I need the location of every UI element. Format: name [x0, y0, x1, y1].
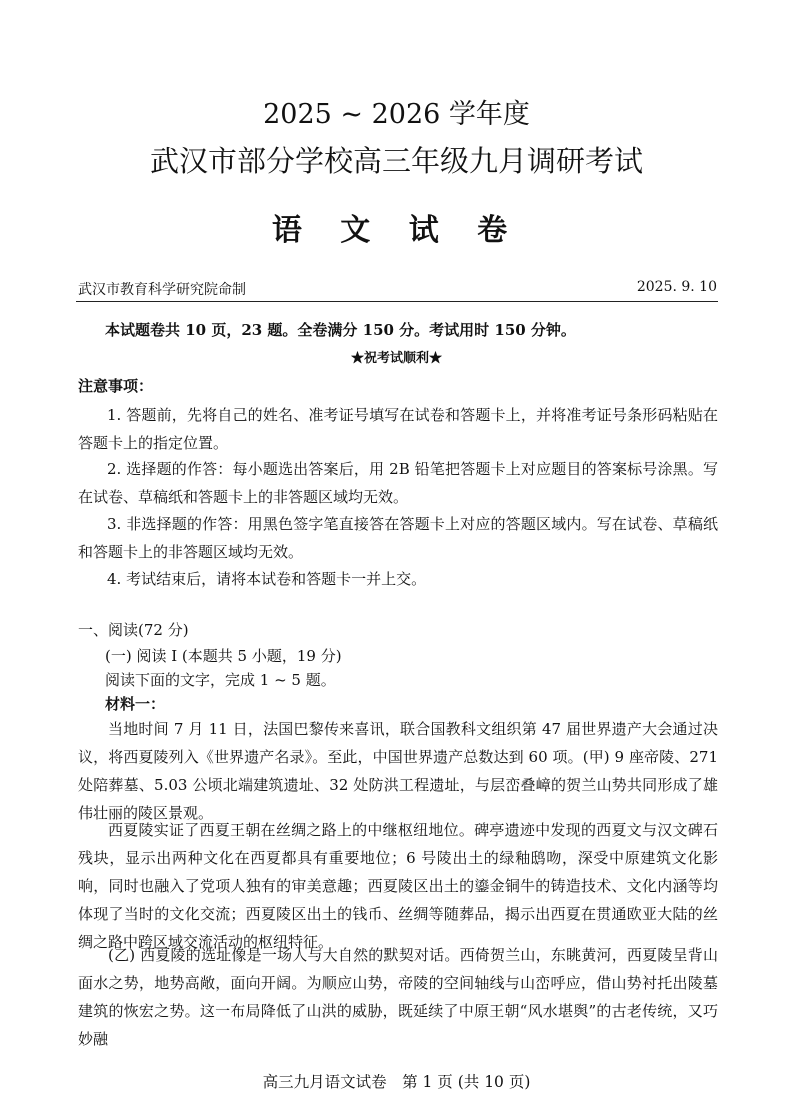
exam-date: 2025. 9. 10	[636, 279, 717, 295]
section-instruction: 阅读下面的文字，完成 1 ~ 5 题。	[105, 671, 336, 689]
note-item-4: 4. 考试结束后，请将本试卷和答题卡一并上交。	[107, 570, 427, 588]
note-item-3: 3. 非选择题的作答：用黑色签字笔直接答在答题卡上对应的答题区域内。写在试卷、草稿纸和答题卡上的非答题区域均无效。	[78, 515, 718, 561]
issuer-label: 武汉市教育科学研究院命制	[78, 282, 246, 298]
exam-summary: 本试题卷共 10 页，23 题。全卷满分 150 分。考试用时 150 分钟。	[105, 321, 576, 339]
blessing-line: ★祝考试顺利★	[350, 351, 442, 366]
note-item-1: 1. 答题前，先将自己的姓名、准考证号填写在试卷和答题卡上，并将准考证号条形码粘贴在答题卡上的指定位置。	[78, 406, 718, 452]
page-footer: 高三九月语文试卷 第 1 页 (共 10 页)	[262, 1073, 531, 1091]
exam-title: 武汉市部分学校高三年级九月调研考试	[149, 144, 643, 178]
section-subheading: (一) 阅读 Ⅰ (本题共 5 小题，19 分)	[105, 647, 342, 665]
material-paragraph-3: (乙) 西夏陵的选址像是一场人与大自然的默契对话。西倚贺兰山，东眺黄河，西夏陵呈背山面水之势，地势高敞，面向开阔。为顺应山势，帝陵的空间轴线与山峦呼应，借山势衬托出陵墓建筑的恢宏之势。这一布局降低了山洪的威胁，既延续了中原王朝“风水堪舆”的古老传统，又巧妙融	[78, 946, 718, 1048]
school-year-title: 2025 ~ 2026 学年度	[263, 99, 530, 130]
section-heading: 一、阅读(72 分)	[78, 621, 189, 639]
material-label: 材料一：	[105, 695, 166, 713]
material-paragraph-2: 西夏陵实证了西夏王朝在丝绸之路上的中继枢纽地位。碑亭遗迹中发现的西夏文与汉文碑石残块，显示出两种文化在西夏都具有重要地位；6 号陵出土的绿釉鸱吻，深受中原建筑文化影响，同时也融入了党项人独有的审美意趣；西夏陵区出土的鎏金铜牛的铸造技术、文化内涵等均体现了当时的文化交流；西夏陵区出土的钱币、丝绸等随葬品，揭示出西夏在贯通欧亚大陆的丝绸之路中跨区域交流活动的枢纽特征。	[78, 821, 718, 951]
subject-title: 语 文 试 卷	[271, 213, 522, 248]
header-divider	[76, 301, 718, 302]
material-paragraph-1: 当地时间 7 月 11 日，法国巴黎传来喜讯，联合国教科文组织第 47 届世界遗产大会通过决议，将西夏陵列入《世界遗产名录》。至此，中国世界遗产总数达到 60 项。(甲) 9 座帝陵、271 处陪葬墓、5.03 公顷北端建筑遗址、32 处防洪工程遗址，与层峦叠嶂的贺兰山势共同形成了雄伟壮丽的陵区景观。	[78, 720, 718, 822]
note-item-2: 2. 选择题的作答：每小题选出答案后，用 2B 铅笔把答题卡上对应题目的答案标号涂黑。写在试卷、草稿纸和答题卡上的非答题区域均无效。	[78, 460, 718, 506]
notes-heading: 注意事项：	[78, 377, 154, 395]
